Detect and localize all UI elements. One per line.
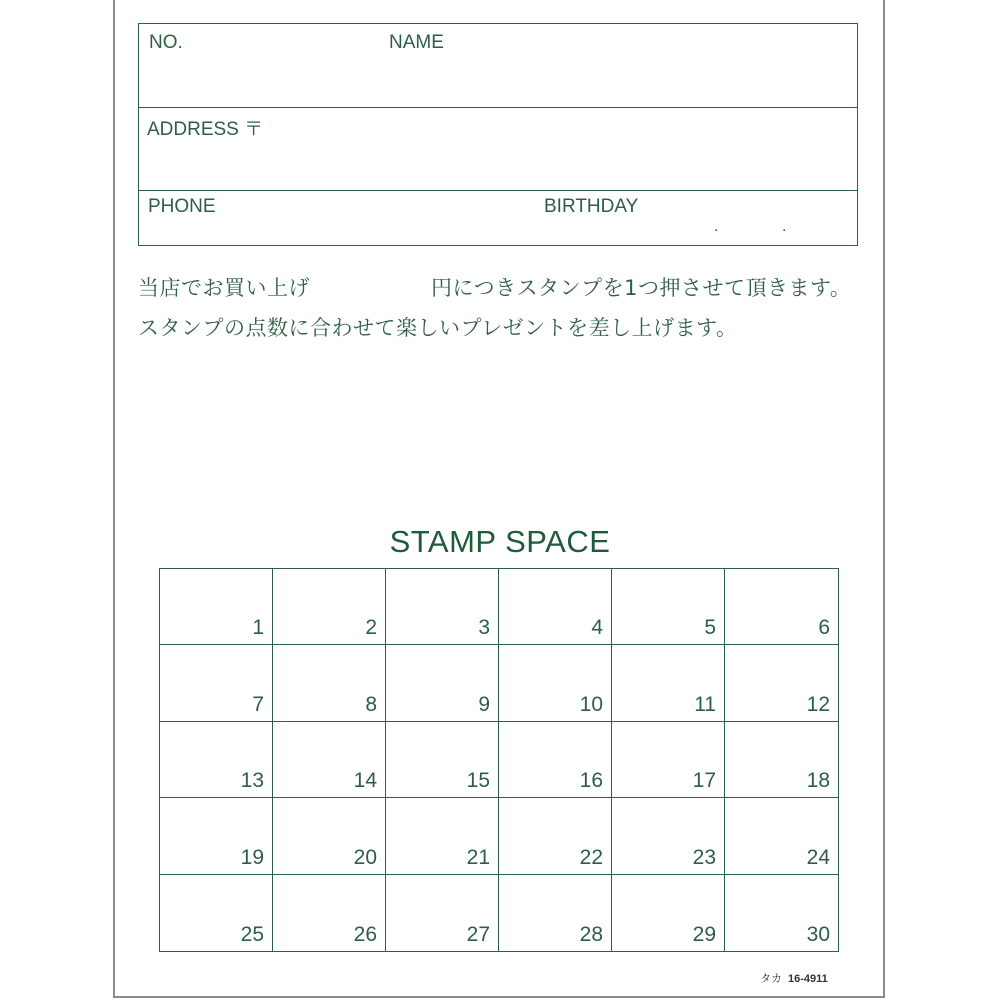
info-row-address <box>139 108 857 191</box>
stamp-cell <box>160 798 273 874</box>
info-row-phone-birthday <box>139 191 857 245</box>
stamp-cell <box>499 569 612 645</box>
stamp-cell-number: 17 <box>692 769 716 793</box>
phone-label: PHONE <box>148 196 216 217</box>
stamp-cell-number: 25 <box>240 923 264 946</box>
stamp-cell-number: 18 <box>806 769 830 793</box>
stamp-cell <box>160 875 273 951</box>
name-label: NAME <box>389 32 444 53</box>
stamp-cell <box>612 798 725 874</box>
stamp-cell <box>499 875 612 951</box>
stamp-cell <box>273 569 386 645</box>
stamp-cell <box>386 722 499 798</box>
stamp-cell <box>725 722 838 798</box>
stamp-cell <box>273 875 386 951</box>
notice-line-2: スタンプの点数に合わせて楽しいプレゼントを差し上げます。 <box>138 316 738 340</box>
stamp-grid <box>159 568 839 952</box>
stamp-cell <box>612 722 725 798</box>
stamp-cell-number: 8 <box>365 692 377 716</box>
stamp-cell <box>273 645 386 721</box>
stamp-cell <box>386 798 499 874</box>
notice-line-1b: 円につきスタンプを1つ押させて頂きます。 <box>431 276 852 300</box>
stamp-cell-number: 1 <box>252 616 264 640</box>
stamp-cell-number: 16 <box>579 769 603 793</box>
stamp-cell-number: 29 <box>692 923 716 946</box>
stamp-cell-number: 10 <box>579 692 603 716</box>
stamp-cell-number: 21 <box>466 845 490 869</box>
stamp-cell <box>725 798 838 874</box>
stamp-cell-number: 4 <box>591 616 603 640</box>
stamp-cell-number: 3 <box>478 616 490 640</box>
stamp-cell-number: 12 <box>806 692 830 716</box>
address-label: ADDRESS 〒 <box>147 119 264 140</box>
stamp-cell-number: 14 <box>353 769 377 793</box>
birthday-label: BIRTHDAY <box>544 196 639 217</box>
stamp-cell-number: 6 <box>818 616 830 640</box>
stamp-cell-number: 2 <box>365 616 377 640</box>
birthday-separator: . <box>782 218 787 235</box>
notice-line-1a: 当店でお買い上げ <box>138 276 310 300</box>
stamp-cell <box>386 645 499 721</box>
no-label: NO. <box>149 32 183 53</box>
stamp-cell-number: 20 <box>353 845 377 869</box>
stamp-space-title: STAMP SPACE <box>389 524 611 559</box>
stamp-cell <box>160 569 273 645</box>
stamp-cell <box>160 722 273 798</box>
product-code <box>760 970 828 986</box>
customer-info-box <box>138 23 858 246</box>
stamp-cell-number: 30 <box>806 923 830 946</box>
stamp-cell <box>499 722 612 798</box>
stamp-cell <box>725 875 838 951</box>
stamp-cell-number: 27 <box>466 923 490 946</box>
stamp-cell-number: 22 <box>579 845 603 869</box>
stamp-cell-number: 23 <box>692 845 716 869</box>
stamp-cell <box>273 798 386 874</box>
stamp-cell-number: 26 <box>353 923 377 946</box>
item-code: 16-4911 <box>788 973 828 985</box>
stamp-cell-number: 19 <box>240 845 264 869</box>
stamp-cell-number: 13 <box>240 769 264 793</box>
stamp-cell-number: 24 <box>806 845 830 869</box>
stamp-cell <box>160 645 273 721</box>
stamp-cell <box>612 569 725 645</box>
stamp-cell <box>386 569 499 645</box>
stamp-cell <box>725 569 838 645</box>
stamp-cell <box>612 645 725 721</box>
stamp-cell-number: 7 <box>252 692 264 716</box>
stamp-cell-number: 9 <box>478 692 490 716</box>
stamp-cell-number: 28 <box>579 923 603 946</box>
stamp-cell-number: 11 <box>694 692 716 716</box>
stamp-cell-number: 5 <box>704 616 716 640</box>
info-row-no-name <box>139 24 857 108</box>
stamp-cell <box>386 875 499 951</box>
stamp-cell <box>725 645 838 721</box>
stamp-cell <box>273 722 386 798</box>
stamp-cell-number: 15 <box>466 769 490 793</box>
stamp-cell <box>612 875 725 951</box>
stamp-cell <box>499 645 612 721</box>
stamp-cell <box>499 798 612 874</box>
birthday-separator: . <box>714 218 719 235</box>
brand-name: タカ <box>760 973 782 985</box>
